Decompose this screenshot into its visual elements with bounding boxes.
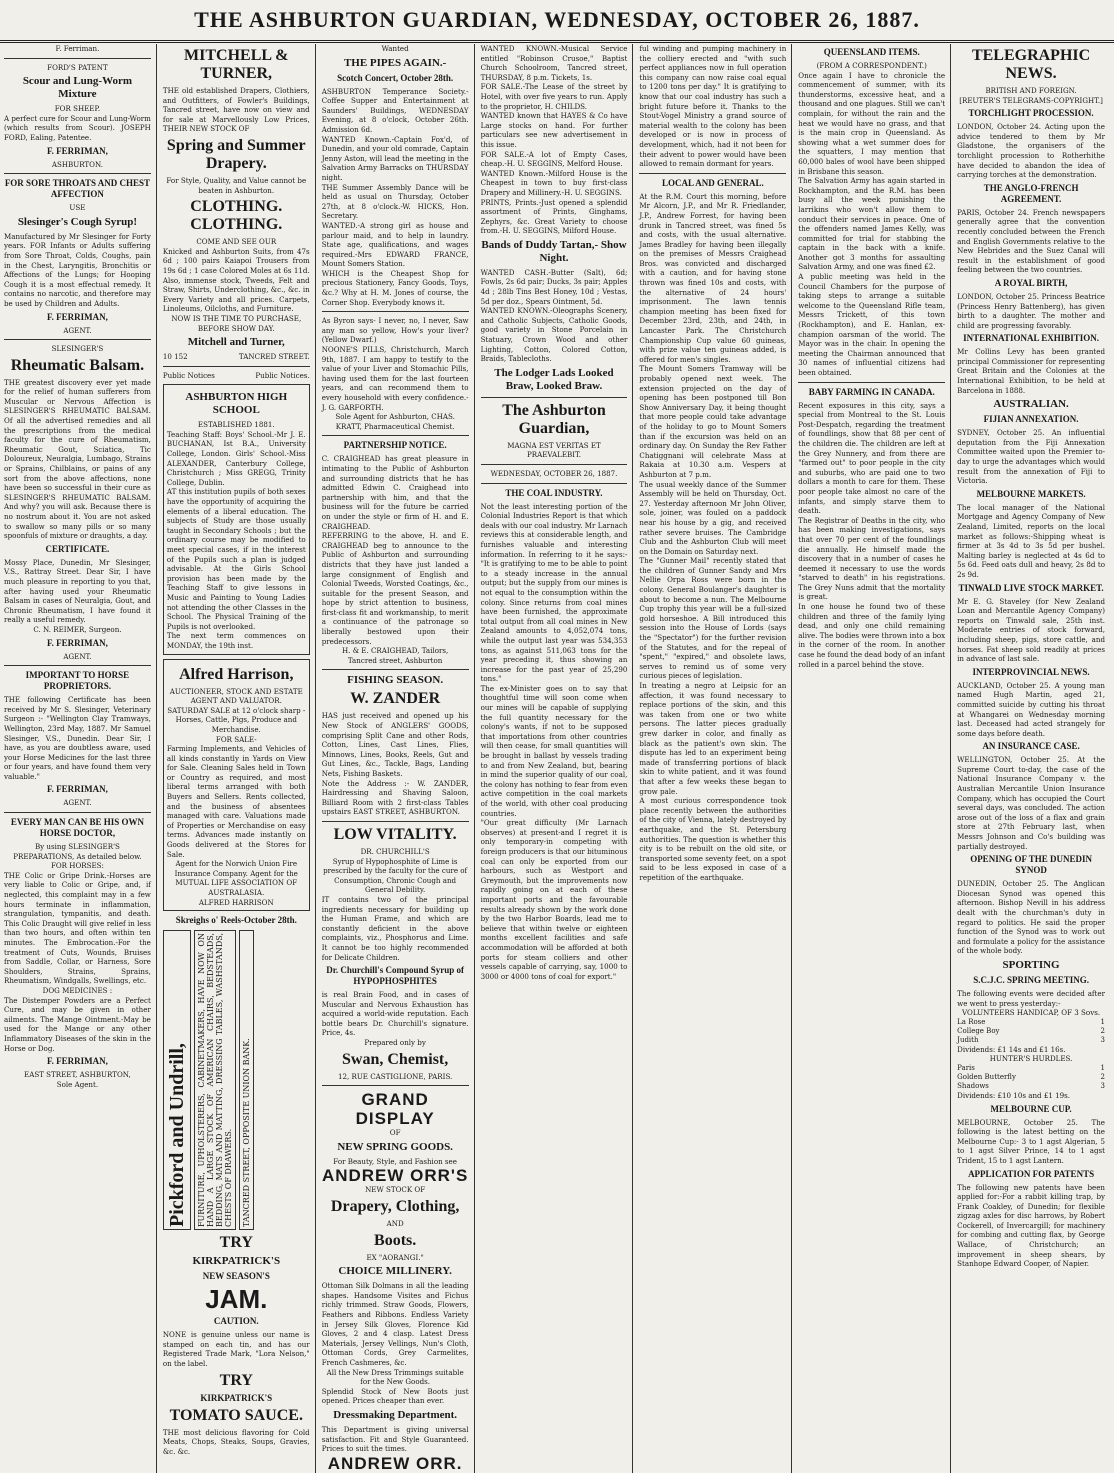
coal-paragraph-2: The ex-Minister goes on to say that thoughtful time will soon come when our mines will be capable of supplying the full quantity necessary for the colony's wants, if not to be supposed that importations from other countries will then cease, for small quantities will be brought in ballast by vessels trading to and from New Zealand, but, bearing in mind the superior quality of our coal, the colony has nothing to fear from even active competition in the coal markets of the world, with other coal producing countries. [480,683,628,818]
mt-street: TANCRED STREET. [238,352,310,362]
col1-footer-sub: Sole Agent. [56,1079,99,1089]
baby-body-1: Recent exposures in this city, says a special from Montreal to the St. Louis Post-Despatch, regarding the treatment of foundlings, show that 88 per cent of the children die. The children are left at the Grey Nunnery, and from there are "farmed out" to poor people in the city and suburbs, who are paid one to two dollars a month to care for them. These poor people take almost no care of the infants, and simply starve them to death. [798,400,946,516]
anglo-title: THE ANGLO-FRENCH AGREEMENT. [983,182,1079,204]
spring-sub: For Style, Quality, and Value cannot be beaten in Ashburton. [166,175,307,195]
wanted-cash: WANTED CASH.-Butter (Salt), 6d; Fowls, 2s 6d pair; Ducks, 3s pair; Apples 4d ; 28lb Tins Best Honey, 10d ; Vestas, 5d per doz., Spears Ointment, 5d. [480,267,628,306]
scjc-body: The following events were decided after we went to press yesterday:- [957,988,1105,1008]
hunters-title: HUNTER'S HURDLES. [989,1054,1073,1064]
divider [481,397,628,398]
craighead-name: H. & E. CRAIGHEAD, Tailors, [342,646,449,656]
swan-title: Swan, Chemist, [342,1050,449,1068]
alfred-ad [163,659,310,912]
school-est: ESTABLISHED 1881. [197,420,275,430]
ford-body: A perfect cure for Scour and Lung-Worm (which results from Scour). JOSEPH FORD, Ealing, Patentee. [4,113,151,142]
alfred-sale: SATURDAY SALE at 12 o'clock sharp -Horses, Cattle, Pigs, Produce and Merchandise. [167,705,306,734]
jam-title: JAM. [205,1284,268,1315]
referring-body: REFERRING to the above, H. and E. CRAIGHEAD beg to announce to the Public of Ashburton and surrounding districts that they have just landed a large consignment of English and Colonial Tweeds, Worsted Coatings, &c., suitable for the present Season, and hope by strict attention to business, first-class fit and workmanship, to merit a continuance of the patronage so liberally bestowed upon their predecessors. [321,531,469,646]
divider [798,382,945,383]
now-line: NOW IS THE TIME TO PURCHASE, BEFORE SHOW DAY. [171,313,302,333]
dog-title: DOG MEDICINES : [42,985,113,995]
divider [322,311,469,312]
cough-body: Manufactured by Mr Slesinger for Forty years. FOR Infants or Adults suffering from Sore Throat, Colds, Coughs, pain in the Chest, Laryngitis, Bronchitis or Affections of the Lungs; for Hooping Cough it is a most effectual remedy. It contains no narcotic, and therefore may be used by Children and Adults. [4,231,151,308]
wanted-musical: WANTED KNOWN.-Musical Service entitled "Robinson Crusoe," Baptist Church Schoolroom, Tancred street, THURSDAY, 8 p.m. Tickets, 1s. [480,44,628,82]
horse-name: Shadows [957,1081,989,1090]
tomato-title: TOMATO SAUCE. [169,1406,303,1424]
alfred-sign: ALFRED HARRISON [198,897,274,907]
dividends-1: Dividends: £1 14s and £1 16s. [957,1044,1066,1054]
balsam-pre: SLESINGER'S [51,344,104,354]
divider [4,812,151,813]
insurance-body: WELLINGTON, October 25. At the Supreme Court to-day, the case of the National Insurance Company v. the Australian Mercantile Union Insurance Company, which has occupied the Court several days, was concluded. The action arose out of the loss of a flax and grain store at 27th February last, when Messrs Johnson and Co's building was partially destroyed. [957,755,1105,851]
mt-line [163,352,310,362]
low-vitality: LOW VITALITY. [333,825,457,843]
sole-agent: Sole Agent for Ashburton, CHAS. KRATT, Pharmaceutical Chemist. [335,412,455,431]
royal-title: A ROYAL BIRTH, [994,277,1068,288]
choice-millinery: CHOICE MILLINERY. [338,1265,452,1278]
clothing-sub: COME AND SEE OUR [196,237,277,247]
balsam-title: Rheumatic Balsam. [10,356,145,374]
school-title: ASHBURTON HIGH SCHOOL [185,391,288,417]
horse-name: College Boy [957,1026,1000,1035]
expo-title: INTERNATIONAL EXHIBITION. [963,333,1099,344]
horses-heading: FOR HORSES: [50,861,104,871]
fiji-body: SYDNEY, October 25. An influential deputation from the Fiji Annexation Committee waited upon the Premier to-day to urge the advantages which would result from the annexation of Fiji to Victoria. [957,428,1105,486]
mt-ref: 10 152 [162,352,188,362]
cert-sign: C. N. REIMER, Surgeon. [33,624,122,634]
summer-assembly: THE Summer Assembly Dance will be held as usual on Thursday, October 27th, at 8 o'clock.-W. HICKS, Hon. Secretary. [321,182,469,221]
grand-of: OF [389,1128,401,1138]
splendid: Splendid Stock of New Boots just opened. Prices cheaper than ever. [321,1386,469,1406]
mitchell-body: THE old established Drapers, Clothiers, and Outfitters, of Fowler's Buildings, Tancred street, have now on view and for sale at Marvellously Low Prices, THEIR NEW STOCK OF [162,86,310,134]
balsam-body: THE greatest discovery ever yet made for the relief of human sufferers from Muscular or Nervous Affection is SLESINGER'S RHEUMATIC BALSAM. Of all the advertised remedies and all the prescriptions from the medical faculty for the cure of Rheumatism, Rheumatic Gout, Sciatica, Tic Doloureux, Neuralgia, Lumbago, Strains or Sprains, Chilblains, or pains of any sort from the above affections, none have been so successful in their cure as SLESINGER'S RHEUMATIC BALSAM. And why? you will ask. Because there is no nostrum about it. You are not asked to swallow so many pills or so many spoonfuls of mixture or draughts, a day. [4,377,151,541]
local-body-6: A most curious correspondence took place recently between the authorities of the city of Vienna, lately destroyed by earthquake, and the St. Petersburg authorities. The question is whether this city is to be rebuilt on the old site, or transported some seventy feet, on a spot said to be less exposed in case of a repetition of the earthquake. [639,796,787,882]
dog-body: The Distemper Powders are a Perfect Cure, and may be given in other ailments. The Mange Ointment.-May be used for the Mange or any other Inflammatory Diseases of the skin in the Horse or Dog. [4,995,151,1053]
local-body-4: The "Gunner Mail" recently stated that the children of Gunner Sandy and Mrs Nellie Orpa Ross were born in the colony. General Boulanger's daughter is about to become a nun. The Melbourne Cup trophy this year will be a full-sized gold horseshoe. A Bill introduced this session into the House of Lords (says the "Spectator") for the further revision of the Statutes, and for the repeal of "spent," "expired," and obsolete laws, serves to remind us of some very curious pieces of legislation. [639,556,787,681]
cough-title: Slesinger's Cough Syrup! [17,215,138,228]
ford-title: Scour and Lung-Worm Mixture [22,75,133,101]
ferriman-place: ASHBURTON. [51,159,103,169]
coal-paragraph-1: Not the least interesting portion of the Colonial Industries Report is that which deals with our coal industry. Mr Larnach reviews this at considerable length, and furnishes valuable and interesting information. In referring to it he says:- "It is gratifying to me to be able to point to a steady increase in the annual output; but the supply from our mines is not equal to the consumption within the colony. Since returns from coal mines have been furnished, the approximate total output from all coal mines in New Zealand amounts to 4,052,074 tons, while the output last year was 534,353 tons, as against 511,063 tons for the year preceding it, thus showing an increase for the past year of 25,290 tons." [480,501,628,684]
royal-body: LONDON, October 25. Princess Beatrice (Princess Henry Battenberg), has given birth to a daughter. The mother and child are progressing favorably. [957,291,1105,330]
mitchell-title: MITCHELL & TURNER, [184,47,289,82]
horse-place: 3 [1100,1035,1105,1044]
throats-title: FOR SORE THROATS AND CHEST AFFECTION [4,178,151,200]
interprovincial-title: INTERPROVINCIAL NEWS. [972,666,1090,677]
tinwald-title: TINWALD LIVE STOCK MARKET. [958,582,1104,593]
public-notices-right: Public Notices. [255,370,310,380]
patents-body: The following new patents have been applied for:-For a rabbit killing trap, by Frank Coakley, of Dunedin; for flexible zigzag axles for disc harrows, by Robert Cockerell, of Invercargill; for machinery for combing and cutting flax, by George Wallace, of Christchurch; an improvement in sheep shears, by Stanhope Edward Cooper, of Napier. [957,1182,1105,1269]
for-sale-lot: FOR SALE.-A lot of Empty Cases, cheap.-H. U. SEGGINS, Melford House. [480,149,628,169]
syrup-title: Syrup of Hypophosphite of Lime is prescribed by the faculty for the cure of Consumption, Chronic Cough and General Debility. [323,856,468,895]
clothing-title: CLOTHING. CLOTHING. [190,198,283,234]
agent-label-2: AGENT. [63,651,92,661]
every-title: EVERY MAN CAN BE HIS OWN HORSE DOCTOR, [10,817,144,839]
and-label: AND [386,1219,404,1229]
baby-title: BABY FARMING IN CANADA. [808,386,935,397]
melbourne-cup-body: MELBOURNE, October 25. The following is the latest betting on the Melbourne Cup:- 3 to 1 agst Algerian, 5 to 1 agst Silver Prince, 14 to 1 agst Trident, 15 to 1 agst Lantern. [957,1117,1105,1165]
kirk-name-2: KIRKPATRICK'S [200,1392,273,1403]
horse-place: 1 [1100,1063,1105,1072]
drapery-title: Drapery, Clothing, [330,1198,460,1216]
wanted-milford: WANTED Known.-Milford House is the Cheapest in town to buy first-class Drapery and Millinery.-H. U. SEGGINS. [480,168,628,197]
horse-place: 2 [1100,1026,1105,1035]
guardian-motto: MAGNA EST VERITAS ET PRAEVALEBIT. [507,440,601,460]
col1-footer: EAST STREET, ASHBURTON, [24,1070,131,1080]
ferriman-name-3: F. FERRIMAN, [46,637,108,648]
school-note: The next term commences on MONDAY, the 19th inst. [166,631,306,650]
reuters-line: [REUTER'S TELEGRAMS-COPYRIGHT.] [959,95,1103,105]
telegraphic-sub: BRITISH AND FOREIGN. [985,86,1077,95]
zander-body: HAS just received and opened up his New Stock of ANGLERS' GOODS, comprising Split Cane and other Rods, Cotton, Lines, Cast Lines, Flies, Minnows, Lines, Books, Reels, Gut and Gut Lines, &c., Tackle, Bags, Landing Nets, Fishing Baskets. [321,711,469,778]
divider [322,435,469,436]
pickford-body: FURNITURE, UPHOLSTERERS, CABINETMAKERS, HAVE NOW ON HAND A LARGE STOCK OF AMERICAN CHAIRS, BEDSTEADS, BEDDING, MATS AND MATTING, DRESSING TABLES, WASHSTANDS, CHESTS OF DRAWERS. [194,930,236,1230]
guardian-title: The Ashburton Guardian, [502,401,606,437]
table-row [957,1073,1105,1082]
local-body-5: In treating a negro at Leipsic for an affection, it was found necessary to replace portions of the skin, and this was taken from one or two white persons. The latter pieces gradually grew darker in color, and finally as black as the patient's own skin. The dispute has led to an experiment being made of transferring portions of black skin to white patient, and it was found that after a few weeks these began to grow pale. [639,681,787,796]
kirk-name: KIRKPATRICK'S [192,1255,281,1268]
industry-title: THE COAL INDUSTRY. [505,487,603,498]
column-6 [798,44,951,1473]
table-row [957,1064,1105,1073]
table-row [957,1018,1105,1027]
craighead-street: Tancred street, Ashburton [347,655,443,665]
pipes-sub: Scotch Concert, October 28th. [337,72,454,83]
melbourne-cup-title: MELBOURNE CUP. [990,1103,1072,1114]
australian-title: AUSTRALIAN. [993,398,1069,411]
ford-sub: FOR SHEEP. [54,104,101,114]
telegraphic-title: TELEGRAPHIC NEWS. [971,47,1091,82]
churchill-compound: Dr. Churchill's Compound Syrup of HYPOPHOSPHITES [326,965,465,987]
dressmaking-body: This Department is giving universal satisfaction. Fit and Style Guaranteed. Prices to suit the times. [321,1424,469,1454]
alfred-title: Alfred Harrison, [179,665,294,683]
dunedin-title: OPENING OF THE DUNEDIN SYNOD [970,854,1092,876]
throats-use: USE [69,203,86,213]
choice-body-2: All the New Dress Trimmings suitable for the New Goods. [326,1367,464,1387]
alfred-norwich: Agent for the Norwich Union Fire Insurance Company. Agent for the MUTUAL LIFE ASSOCIATION OF AUSTRALASIA. [174,859,298,897]
dr-churchill: DR. CHURCHILL'S [360,846,430,856]
horse-name: Paris [957,1063,975,1072]
race-1-title: VOLUNTEERS HANDICAP, OF 3 Sovs. [962,1008,1101,1018]
wanted-label: Wanted [381,44,409,53]
andrew-sub: NEW STOCK OF [365,1185,426,1195]
alfred-sub: AUCTIONEER, STOCK AND ESTATE AGENT AND VALUATOR. [169,686,303,706]
boots-title: Boots. [374,1231,417,1249]
for-sale-lease: FOR SALE.-The Lease of the street by Hotel, with over five years to run. Apply to the proprietor, H. CHILDS. [480,82,628,111]
dividends-2: Dividends: £10 10s and £1 19s. [957,1090,1071,1100]
table-row [957,1027,1105,1036]
skreighs: Skreighs o' Reels-October 28th. [175,915,297,926]
tinwald-body: Mr E. G. Staveley (for New Zealand Loan and Mercantile Agency Company) reports on Tinwald sale, 25th inst. Moderate entries of stock forward, including sheep, pigs, store cattle, and horses. Fat sheep sold readily at prices in advance of last sale. [957,596,1105,664]
andrew-orr: ANDREW ORR'S [321,1166,469,1186]
new-season: NEW SEASON'S [202,1271,270,1282]
local-body-3: The usual weekly dance of the Summer Assembly will be held on Thursday, Oct. 27. Yesterday afternoon Mr John Oliver, sole, joiner, was fouled on a paddock near his house by a gig, and received rather severe bruises. The Cambridge Club and the Ashburton Club will meet on the Domain on Saturday next. [639,479,787,556]
ferriman-name-2: F. FERRIMAN, [46,311,108,322]
torch-body: LONDON, October 24. Acting upon the advice tendered to them by Mr Gladstone, the organisers of the torchlight procession to Rotherhithe have decided to abandon the idea of carrying torches at the demonstration. [957,122,1105,180]
mt-title: Mitchell and Turner, [187,336,285,349]
public-notices-left: Public Notices [162,370,215,380]
dunedin-body: DUNEDIN, October 25. The Anglican Diocesan Synod was opened this afternoon. Bishop Nevill in his address dealt with the churchman's duty in regard to politics. He said the proper function of the Synod was to work out and formulate a policy for the assistance of the whole body. [957,879,1105,956]
pickford-ad [163,930,310,1230]
zander-title: W. ZANDER [350,690,441,708]
spring-title: Spring and Summer Drapery. [166,136,306,172]
dressmaking-title: Dressmaking Department. [333,1408,458,1421]
divider [4,665,151,666]
column-5 [639,44,792,1473]
churchill-body: IT contains two of the principal ingredients necessary for building up the Human Frame, and which are constantly deficient in the above complaints, viz., Phosphorus and Lime. It cannot be too highly recommended for Delicate Children. [321,894,469,962]
coal-paragraph-3: "Our great difficulty (Mr Larnach observes) at present-and I regret it is only temporary-in competing with foreign producers is that our bituminous coal can only be exported from our harbours, such as Westport and Greymouth, but the improvements now rapidly going on at each of these important ports and the favourable results already shown by the work done by the two Harbor Boards, lead me to believe that within twelve or eighteen months excellent facilities and safe accommodation will be afforded at both ports for steam colliers and other vessels capable of carrying, say, 1000 to 3000 or 4000 tons of coal for export." [480,818,628,981]
horse-place: 3 [1100,1081,1105,1090]
divider [481,483,628,484]
alfred-body: Farming Implements, and Vehicles of all kinds constantly in Yards on View for Sale. Cleaning Sales held in Town or Country as required, and most liberal terms arranged with both Buyers and Sellers. Rents collected, and the business of absentees managed with care. Valuations made of Properties or Merchandise on easy terms. Advances made instantly on Goods delivered at the Stores for Sale. [166,744,306,859]
horse-name: Golden Butterfly [957,1072,1016,1081]
baby-body-2: The Registrar of Deaths in the city, who has been making investigations, says that over 70 per cent of the foundlings die annually. He himself made the discovery that in a number of cases he deemed it necessary to use the words "starved to death" in his registrations. The Grey Nuns admit that the mortality is great. [798,515,946,602]
expo-body: Mr Collins Levy has been granted principal Commissioner for representing Great Britain and the Colonies at the International Exhibition, to be held at Barcelona in 1888. [957,347,1105,395]
column-7 [957,44,1110,1473]
anglo-body: PARIS, October 24. French newspapers generally agree that the convention recently concluded between the French and English Governments relative to the New Hebrides and the Suez Canal will result in the establishment of good feeling between the two countries. [957,207,1105,275]
caution-body: NONE is genuine unless our name is stamped on each tin, and has our Registered Trade Mark, "Lora Nelson," on the label. [162,1330,310,1368]
pipes-title: THE PIPES AGAIN.- [343,56,447,69]
ford-pre: FORD'S PATENT [47,62,108,72]
clothing-body: Knicked and Ashburton Suits, from 47s 6d ; 100 pairs Kaiapoi Trousers from 19s 6d ; 1 case Colored Moles at 6s 11d. Also, immense stock, Tweeds, Felt and Straw, Shirts, Underclothing, &c., &c. in Every Variety and all prices. Carpets, Linoleums, Oilcloths, and Furniture. [162,246,310,314]
grand-display: GRAND DISPLAY [355,1090,435,1129]
patents-title: APPLICATION FOR PATENTS [968,1168,1095,1179]
swan-address: 12, RUE CASTIGLIONE, PARIS. [337,1071,453,1081]
which-cheapest: WHICH is the Cheapest Shop for precious Stationery, Fancy Goods, Toys, &c.? Why at H. M. Jones of course, the Corner Shop. Everybody knows it. [321,268,469,307]
school-ad [163,384,310,654]
important-body: THE following Certificate has been received by Mr S. Slesinger, Veterinary Surgeon :- "Wellington Clay Tramways, Wellington, 23rd May, 1887. Mr Samuel Slesinger, V.S., Dunedin. Dear Sir, I have, as you are doubtless aware, used your Horse Medicines for the last three or four years, and have found them very valuable." [4,695,151,781]
school-staff: Teaching Staff: Boys' School.-Mr J. E. BUCHANAN, Ist B.A., University College, London. Girls' School.-Miss ALEXANDER, Canterbury College, Christchurch ; Miss GREGG, Trinity College, Dublin. [166,429,306,487]
ferriman-name-5: F. FERRIMAN, [46,1056,108,1067]
choice-body: Ottoman Silk Dolmans in all the leading shapes. Handsome Visites and Fichus richly trimmed. Straw Goods, Flowers, Feathers and Ribbons. Endless Variety in Jersey Silk Gloves, Florence Kid Gloves, 2 and 4 clasp. Latest Dress Materials, Jersey Vellings, Nun's Cloth, Ottoman Cords, Grey Carmelites, French Cashmeres, &c. [321,1281,469,1367]
queensland-body-3: A public meeting was held in the Council Chambers for the purpose of taking steps to arrange a suitable welcome to the Queensland Rifle team, Messrs Trickett, of this town (Rockhampton), and E. Hanlan, ex-champion oarsman of the world. The Mayor was in the chair. In opening the meeting the Chairman announced that 30 names of influential citizens had been obtained. [798,272,946,377]
coal-continued: ful winding and pumping machinery in the colliery erected and "with such perfect appliances now in full operation this company can now raise coal equal to 1200 tons per day." It is gratifying to know that our coal industry has such a bright future before it. Thanks to the Stout-Vogel Ministry a grand source of material wealth to the colony has been developed or is now in process of development, which, had it not been for their advent to power would have been allowed to remain dormant for years. [639,44,787,169]
table-row [957,1036,1105,1045]
col1-label: F. Ferriman. [55,44,100,53]
queensland-body-2: The Salvation Army has again started in Rockhampton, and the R.M. has been busy all the week punishing the larrikins who won't allow them to conduct their services in peace. One of the offenders named James Kelly, was committed for trial for stabbing the captain in the back with a knife. Another got 3 months for assaulting Salvation Army, and one was fined £2. [798,176,946,272]
queensland-body-1: Once again I have to chronicle the commencement of summer, with its thunderstorms, excessive heat, and a thousand and one plagues. Still we can't complain, for without the rain and the heat we would have no grass, and that is the main crop in Queensland. As showing what a wet summer does for the squatters, I may mention that 60,000 bales of wool have been shipped in Brisbane this season. [798,70,946,176]
divider [4,339,151,340]
divider [4,58,151,59]
insurance-title: AN INSURANCE CASE. [982,741,1080,752]
try-1: TRY [219,1234,253,1252]
temperance-ad: ASHBURTON Temperance Society.-Coffee Supper and Entertainment at Saunders' Buildings, WEDNESDAY Evening, at 8 o'clock, October 26th. Admission 6d. [321,86,469,134]
wanted-known: WANTED Known.-Captain Fox'd, of Dunedin, and your old comrade, Captain Jenny Aston, will lead the meeting in the Salvation Army Barracks on THURSDAY night. [321,134,469,182]
sporting-title: SPORTING [1002,958,1060,971]
divider [639,173,786,174]
column-4 [481,44,634,1473]
column-1 [4,44,157,1473]
fishing-title: FISHING SEASON. [347,674,444,687]
bands-title: Bands of Duddy Tartan,- Show Night. [481,238,627,264]
aorangi: EX "AORANGI." [366,1252,424,1262]
divider [322,669,469,670]
masthead [0,0,1114,43]
pickford-name: Pickford and Undrill, [163,930,191,1230]
braw-title: The Lodger Lads Looked Braw, Looked Braw. [494,366,614,392]
zander-note: Note the Address :- W. ZANDER, Hairdressing and Shaving Saloon, Billiard Room with 2 first-class Tables upstairs EAST STREET, ASHBURTON. [321,778,469,817]
horse-name: Judith [957,1035,979,1044]
wanted-hayes: WANTED known that HAYES & Co have Large stocks on hand. For further particulars see new advertisement in this issue. [480,111,628,149]
caution-title: CAUTION. [213,1316,259,1327]
columns [4,44,1110,1473]
cert-title: CERTIFICATE. [45,543,110,554]
wanted-known-2: WANTED KNOWN.-Oleographs Scenery, and Catholic Subjects, Catholic Goods, good variety in Stone Porcelain in Statuary, Crown Wood and other Lighting, Cotton, Colored Cotton, Braids, Tablecloths. [480,306,628,364]
divider [322,821,469,822]
try-2: TRY [219,1371,253,1389]
horse-place: 1 [1100,1017,1105,1026]
ferriman-name: F. FERRIMAN, [46,145,108,156]
local-body-1: At the R.M. Court this morning, before Mr Alcorn, J.P., and Mr R. Friedlander, J.P., Andrew Forrest, for having been drunk in Tancred street, was fined 5s and costs, with the usual alternative. James Bradley for having been illegally on the premises of Messrs Craighead Bros. was convicted and discharged with a caution, and for having stone thrown was fined 10s and costs, with the alternative of 24 hours' imprisonment. The lawn tennis champion meeting has been fixed for December 23rd, 23th, and 24th, in Lancaster Park. The Christchurch Championship Cup value 60 guineas, with prize value ten guineas added, is offered for men's singles. [639,191,787,364]
markets-body: The local manager of the National Mortgage and Agency Company of New Zealand, Limited, reports on the local market as follows:-Shipping wheat is firmer at 3s 4d to 3s 5d per bushel. Malting barley is neglected at 4s 6d to 5s 6d. Feed oats dull and heavy, 2s 8d to 2s 9d. [957,502,1105,579]
school-body: AT this institution pupils of both sexes have the opportunity of acquiring the elements of a liberal education. The subjects of Study are those usually taught in Secondary Schools ; but the ordinary course may be modified to meet special cases, if in the interest of the Pupils such a plan is judged advisable. At the Girls School provision has been made by the Teaching Staff to give lessons in Music and Painting to Young Ladies not attending the other Classes in the School. The Physical Training of the Pupils is not overlooked. [166,487,306,631]
torch-title: TORCHLIGHT PROCESSION. [968,108,1094,119]
ferriman-name-4: F. FERRIMAN, [46,784,108,795]
partnership-body: C. CRAIGHEAD has great pleasure in intimating to the Public of Ashburton and surrounding districts that he has admitted Edwin C. Craighead into partnership with him, and that the business will for the future be carried on under the style or firm of H. and E. CRAIGHEAD. [321,454,469,531]
alfred-for-sale: FOR SALE- [215,734,257,744]
scjc-title: S.C.J.C. SPRING MEETING. [973,974,1089,985]
race-2-results [957,1064,1105,1091]
prepared-by: Prepared only by [364,1038,426,1048]
queensland-title: QUEENSLAND ITEMS. [823,47,920,57]
local-title: LOCAL AND GENERAL. [661,177,764,188]
notices-line [163,371,310,381]
interprovincial-body: AUCKLAND, October 25. A young man named Hugh Martin, aged 21, committed suicide by cutting his throat at Whangarei on Wednesday morning last. Deceased had acted strangely for some days before death. [957,680,1105,738]
agent-label: AGENT. [63,325,92,335]
masthead-title: THE ASHBURTON GUARDIAN, WEDNESDAY, OCTOBER 26, 1887. [194,7,920,32]
pickford-side: TANCRED STREET, OPPOSITE UNION BANK. [239,930,254,1230]
grand-sub: For Beauty, Style, and Fashion see [333,1156,457,1166]
race-1-results [957,1018,1105,1045]
churchill-body-2: is real Brain Food, and in cases of Muscular and Nervous Exhaustion has acquired a world-wide reputation. Each bottle bears Dr. Churchill's signature. Price, 4s. [321,990,469,1038]
divider [322,1085,469,1086]
column-3 [322,44,475,1473]
column-2 [163,44,316,1473]
byron-quote: As Byron says- I never, no, I never, Saw any man so yellow, How's your liver? (Yellow Dwarf.) [321,316,469,345]
every-sub: By using SLESINGER'S PREPARATIONS, As detailed below. [13,842,142,861]
baby-body-3: In one house he found two of these children and three of the family lying dead, and only one child remaining alive. The bodies were thrown into a box in the corner of the room. In another case he found the dead body of an infant rolled in a parcel behind the stove. [798,602,946,669]
horse-place: 2 [1100,1072,1105,1081]
local-body-2: The Mount Somers Tramway will be probably opened next week. The extension projected on the day of opening has been postponed till Bon Show Anniversary Day, it being thought that more people could take advantage of the holiday to go to Mount Somers than if the excursion was held on an ordinary day. On Sunday the Rev Father Chatiggnani will celebrate Mass at Rakaia at 10.30 a.m. Vespers at Ashburton at 7 p.m. [639,364,787,479]
table-row [957,1082,1105,1091]
markets-title: MELBOURNE MARKETS. [976,488,1086,499]
divider [481,464,628,465]
horses-body: THE Colic or Gripe Drink.-Horses are very liable to Colic or Gripe, and, if neglected, this complaint may in a few hours terminate in inflammation, strangulation, tympanitis, and death. This Colic Draught will give relief in less than two hours, and often within ten minutes. The Embrocation.-For the treatment of Cuts, Wounds, Bruises from Saddle, Collar, or Harness, Sore Shoulders, Strains, Sprains, Rheumatism, Windgalls, Swellings, etc. [4,870,151,986]
queensland-sub: (FROM A CORRESPONDENT.) [816,61,927,70]
noone-pills: NOONE'S PILLS, Christchurch, March 9th, 1887. I am happy to testify to the value of your Liver and Stomachic Pills, having used them for the last fourteen years, and can recommend them to every household with every confidence.-J. G. GARFORTH. [321,345,469,412]
agent-label-3: AGENT. [63,798,92,808]
tomato-body: THE most delicious flavoring for Cold Meats, Chops, Steaks, Soups, Gravies, &c. &c. [162,1427,310,1456]
horse-name: La Rose [957,1017,986,1026]
divider [4,173,151,174]
important-title: IMPORTANT TO HORSE PROPRIETORS. [25,670,130,692]
cert-body: Mossy Place, Dunedin, Mr Slesinger, V.S., Rattray Street. Dear Sir, I have much pleasure in reporting to you that, after having used your Rheumatic Balsam in cases of Neuralgia, Gout, and Chronic Rheumatism, I have found it really a useful remedy. [4,557,151,625]
divider [163,366,310,367]
fiji-title: FIJIAN ANNEXATION. [983,414,1079,425]
wanted-strong: WANTED.-A strong girl as house and parlour maid, and to help in laundry. State age, qualifications, and wages required.-Mrs EDWARD FRANCE, Mount Somers Station. [321,220,469,269]
partnership-title: PARTNERSHIP NOTICE. [343,440,447,451]
prints-ad: PRINTS, Prints.-Just opened a splendid assortment of Prints, Ginghams, Zephyrs, &c. Great Variety to choose from.-H. U. SEGGINS, Milford House. [480,197,628,236]
grand-spring: NEW SPRING GOODS. [337,1140,453,1153]
dateline: WEDNESDAY, OCTOBER 26, 1887. [490,469,618,478]
andrew-orr-footer: ANDREW ORR. [327,1453,463,1473]
